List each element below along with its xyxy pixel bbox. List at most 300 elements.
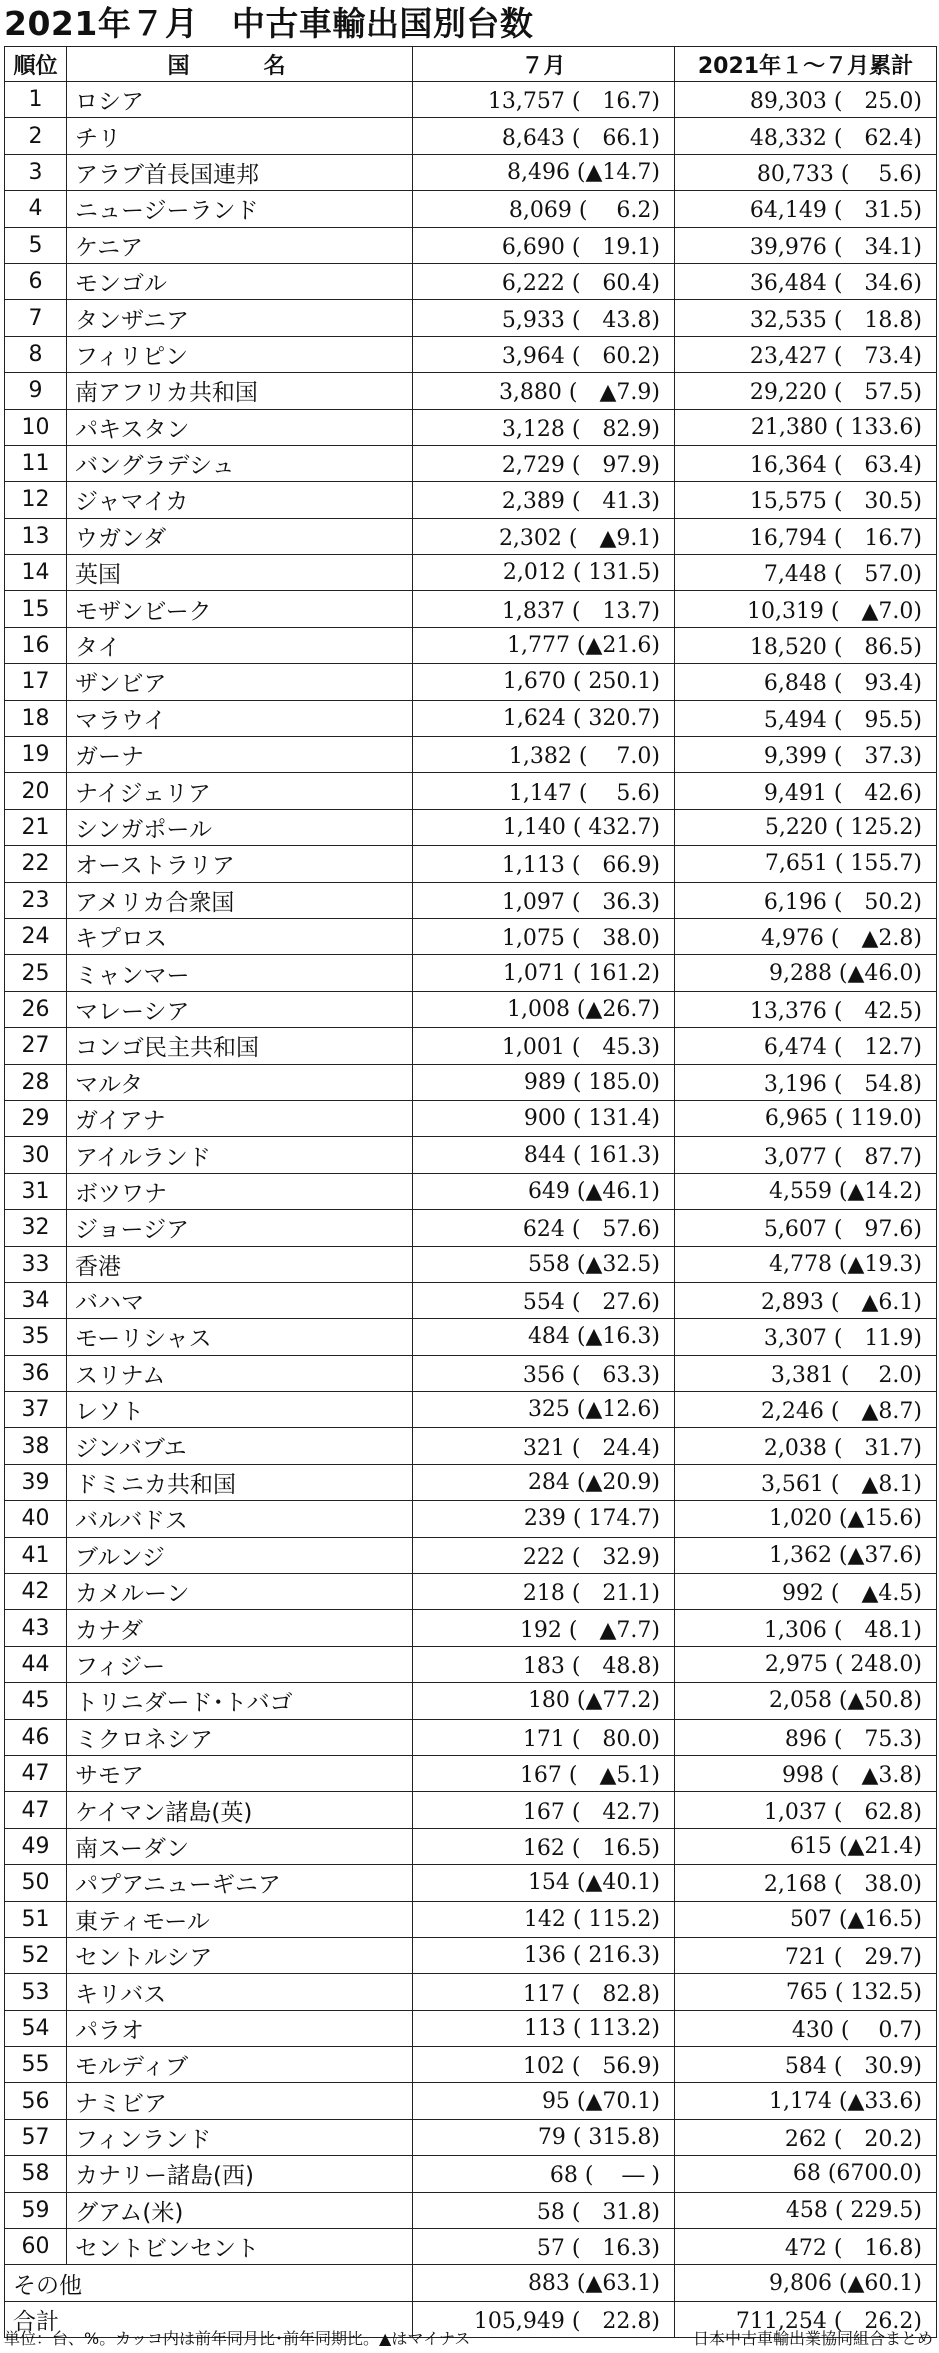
table-row	[5, 2047, 937, 2083]
ytd-cell: 6,965 ( 119.0)	[675, 1100, 937, 1136]
ytd-cell: 39,976 ( 34.1)	[675, 227, 937, 263]
ytd-cell: 992 ( ▲4.5)	[675, 1574, 937, 1610]
july-cell: 3,880 ( ▲7.9)	[413, 373, 675, 409]
table-row	[5, 846, 937, 882]
rank-cell: 47	[5, 1755, 67, 1791]
country-cell: 英国	[67, 555, 413, 591]
country-cell: レソト	[67, 1392, 413, 1428]
july-cell: 162 ( 16.5)	[413, 1828, 675, 1864]
table-row	[5, 1319, 937, 1355]
country-cell: ガイアナ	[67, 1100, 413, 1136]
rank-cell: 10	[5, 409, 67, 445]
rank-cell: 59	[5, 2192, 67, 2228]
table-row	[5, 1100, 937, 1136]
july-cell: 900 ( 131.4)	[413, 1100, 675, 1136]
ytd-cell: 32,535 ( 18.8)	[675, 300, 937, 336]
rank-cell: 23	[5, 882, 67, 918]
table-row	[5, 1901, 937, 1937]
july-cell: 102 ( 56.9)	[413, 2047, 675, 2083]
table-row	[5, 2083, 937, 2119]
table-row	[5, 482, 937, 518]
table-row	[5, 2010, 937, 2046]
ytd-cell: 1,362 (▲37.6)	[675, 1537, 937, 1573]
country-cell: ニュージーランド	[67, 191, 413, 227]
rank-cell: 60	[5, 2229, 67, 2265]
july-cell: 1,075 ( 38.0)	[413, 918, 675, 954]
july-cell: 1,837 ( 13.7)	[413, 591, 675, 627]
july-cell: 2,302 ( ▲9.1)	[413, 518, 675, 554]
rank-cell: 55	[5, 2047, 67, 2083]
july-cell: 58 ( 31.8)	[413, 2192, 675, 2228]
rank-cell: 7	[5, 300, 67, 336]
july-cell: 8,643 ( 66.1)	[413, 118, 675, 154]
ytd-cell: 29,220 ( 57.5)	[675, 373, 937, 409]
july-cell: 649 (▲46.1)	[413, 1173, 675, 1209]
rank-cell: 47	[5, 1792, 67, 1828]
july-cell: 6,690 ( 19.1)	[413, 227, 675, 263]
table-row	[5, 1501, 937, 1537]
table-row	[5, 373, 937, 409]
country-cell: ウガンダ	[67, 518, 413, 554]
july-cell: 192 ( ▲7.7)	[413, 1610, 675, 1646]
july-cell: 167 ( ▲5.1)	[413, 1755, 675, 1791]
table-row	[5, 1028, 937, 1064]
rank-cell: 20	[5, 773, 67, 809]
table-body	[5, 82, 937, 2265]
rank-cell: 56	[5, 2083, 67, 2119]
country-cell: キリバス	[67, 1974, 413, 2010]
table-row	[5, 1828, 937, 1864]
table-row	[5, 2119, 937, 2155]
july-cell: 68 ( ― )	[413, 2156, 675, 2192]
july-cell: 624 ( 57.6)	[413, 1210, 675, 1246]
rank-cell: 43	[5, 1610, 67, 1646]
july-cell: 3,128 ( 82.9)	[413, 409, 675, 445]
country-cell: コンゴ民主共和国	[67, 1028, 413, 1064]
rank-cell: 34	[5, 1282, 67, 1318]
ytd-cell: 64,149 ( 31.5)	[675, 191, 937, 227]
header-ytd: 2021年１～７月累計	[675, 47, 937, 82]
rank-cell: 44	[5, 1646, 67, 1682]
ytd-cell: 3,381 ( 2.0)	[675, 1355, 937, 1391]
rank-cell: 40	[5, 1501, 67, 1537]
header-july: ７月	[413, 47, 675, 82]
country-cell: 東ティモール	[67, 1901, 413, 1937]
rank-cell: 1	[5, 82, 67, 118]
ytd-cell: 23,427 ( 73.4)	[675, 336, 937, 372]
ytd-cell: 5,607 ( 97.6)	[675, 1210, 937, 1246]
rank-cell: 26	[5, 991, 67, 1027]
ytd-cell: 3,561 ( ▲8.1)	[675, 1464, 937, 1500]
rank-cell: 14	[5, 555, 67, 591]
rank-cell: 29	[5, 1100, 67, 1136]
ytd-cell: 9,288 (▲46.0)	[675, 955, 937, 991]
table-row	[5, 1937, 937, 1973]
july-cell: 167 ( 42.7)	[413, 1792, 675, 1828]
ytd-cell: 472 ( 16.8)	[675, 2229, 937, 2265]
country-cell: セントルシア	[67, 1937, 413, 1973]
table-row	[5, 1610, 937, 1646]
rank-cell: 33	[5, 1246, 67, 1282]
july-cell: 321 ( 24.4)	[413, 1428, 675, 1464]
rank-cell: 5	[5, 227, 67, 263]
july-cell: 3,964 ( 60.2)	[413, 336, 675, 372]
july-cell: 1,147 ( 5.6)	[413, 773, 675, 809]
rank-cell: 4	[5, 191, 67, 227]
ytd-cell: 5,494 ( 95.5)	[675, 700, 937, 736]
others-row	[5, 2265, 937, 2301]
table-row	[5, 1865, 937, 1901]
rank-cell: 46	[5, 1719, 67, 1755]
country-cell: ドミニカ共和国	[67, 1464, 413, 1500]
page-title: 2021年７月 中古車輸出国別台数	[4, 4, 534, 43]
july-cell: 325 (▲12.6)	[413, 1392, 675, 1428]
table-row	[5, 227, 937, 263]
ytd-cell: 721 ( 29.7)	[675, 1937, 937, 1973]
july-cell: 844 ( 161.3)	[413, 1137, 675, 1173]
country-cell: サモア	[67, 1755, 413, 1791]
table-row	[5, 82, 937, 118]
july-cell: 1,001 ( 45.3)	[413, 1028, 675, 1064]
july-cell: 554 ( 27.6)	[413, 1282, 675, 1318]
ytd-cell: 3,196 ( 54.8)	[675, 1064, 937, 1100]
ytd-cell: 6,196 ( 50.2)	[675, 882, 937, 918]
rank-cell: 45	[5, 1683, 67, 1719]
ytd-cell: 615 (▲21.4)	[675, 1828, 937, 1864]
ytd-cell: 765 ( 132.5)	[675, 1974, 937, 2010]
table-row	[5, 1574, 937, 1610]
table-row	[5, 1464, 937, 1500]
rank-cell: 2	[5, 118, 67, 154]
july-cell: 2,729 ( 97.9)	[413, 445, 675, 481]
ytd-cell: 16,794 ( 16.7)	[675, 518, 937, 554]
country-cell: ジャマイカ	[67, 482, 413, 518]
july-cell: 171 ( 80.0)	[413, 1719, 675, 1755]
country-cell: マレーシア	[67, 991, 413, 1027]
country-cell: モンゴル	[67, 263, 413, 299]
country-cell: バングラデシュ	[67, 445, 413, 481]
ytd-cell: 5,220 ( 125.2)	[675, 809, 937, 845]
july-cell: 5,933 ( 43.8)	[413, 300, 675, 336]
rank-cell: 35	[5, 1319, 67, 1355]
table-row	[5, 263, 937, 299]
country-cell: ロシア	[67, 82, 413, 118]
ytd-cell: 7,448 ( 57.0)	[675, 555, 937, 591]
country-cell: フィリピン	[67, 336, 413, 372]
july-cell: 484 (▲16.3)	[413, 1319, 675, 1355]
table-row	[5, 2192, 937, 2228]
july-cell: 180 (▲77.2)	[413, 1683, 675, 1719]
table-row	[5, 918, 937, 954]
table-row	[5, 1246, 937, 1282]
table-row	[5, 1392, 937, 1428]
country-cell: ケニア	[67, 227, 413, 263]
ytd-cell: 2,246 ( ▲8.7)	[675, 1392, 937, 1428]
july-cell: 1,008 (▲26.7)	[413, 991, 675, 1027]
ytd-cell: 896 ( 75.3)	[675, 1719, 937, 1755]
table-row	[5, 1974, 937, 2010]
total-july: 105,949 ( 22.8)	[413, 2301, 675, 2337]
july-cell: 113 ( 113.2)	[413, 2010, 675, 2046]
country-cell: フィンランド	[67, 2119, 413, 2155]
table-row	[5, 1719, 937, 1755]
table-row	[5, 154, 937, 190]
country-cell: グアム(米)	[67, 2192, 413, 2228]
rank-cell: 8	[5, 336, 67, 372]
ytd-cell: 10,319 ( ▲7.0)	[675, 591, 937, 627]
ytd-cell: 262 ( 20.2)	[675, 2119, 937, 2155]
table-row	[5, 2156, 937, 2192]
table-row	[5, 118, 937, 154]
ytd-cell: 584 ( 30.9)	[675, 2047, 937, 2083]
ytd-cell: 68 (6700.0)	[675, 2156, 937, 2192]
country-cell: ミャンマー	[67, 955, 413, 991]
table-row	[5, 1646, 937, 1682]
total-label: 合計	[5, 2301, 413, 2337]
rank-cell: 25	[5, 955, 67, 991]
ytd-cell: 2,168 ( 38.0)	[675, 1865, 937, 1901]
july-cell: 2,389 ( 41.3)	[413, 482, 675, 518]
ytd-cell: 3,077 ( 87.7)	[675, 1137, 937, 1173]
july-cell: 989 ( 185.0)	[413, 1064, 675, 1100]
table-row	[5, 737, 937, 773]
rank-cell: 3	[5, 154, 67, 190]
country-cell: 南アフリカ共和国	[67, 373, 413, 409]
july-cell: 558 (▲32.5)	[413, 1246, 675, 1282]
july-cell: 117 ( 82.8)	[413, 1974, 675, 2010]
rank-cell: 50	[5, 1865, 67, 1901]
july-cell: 1,624 ( 320.7)	[413, 700, 675, 736]
ytd-cell: 9,491 ( 42.6)	[675, 773, 937, 809]
table-row	[5, 1355, 937, 1391]
rank-cell: 37	[5, 1392, 67, 1428]
july-cell: 284 (▲20.9)	[413, 1464, 675, 1500]
table-row	[5, 773, 937, 809]
rank-cell: 52	[5, 1937, 67, 1973]
july-cell: 1,382 ( 7.0)	[413, 737, 675, 773]
july-cell: 6,222 ( 60.4)	[413, 263, 675, 299]
rank-cell: 53	[5, 1974, 67, 2010]
ytd-cell: 15,575 ( 30.5)	[675, 482, 937, 518]
ytd-cell: 2,038 ( 31.7)	[675, 1428, 937, 1464]
table-row	[5, 700, 937, 736]
country-cell: ザンビア	[67, 664, 413, 700]
country-cell: ガーナ	[67, 737, 413, 773]
country-cell: オーストラリア	[67, 846, 413, 882]
ytd-cell: 4,976 ( ▲2.8)	[675, 918, 937, 954]
july-cell: 183 ( 48.8)	[413, 1646, 675, 1682]
country-cell: パプアニューギニア	[67, 1865, 413, 1901]
july-cell: 154 (▲40.1)	[413, 1865, 675, 1901]
country-cell: トリニダード･トバゴ	[67, 1683, 413, 1719]
header-row	[5, 47, 937, 82]
country-cell: モルディブ	[67, 2047, 413, 2083]
country-cell: バルバドス	[67, 1501, 413, 1537]
country-cell: アイルランド	[67, 1137, 413, 1173]
table-row	[5, 191, 937, 227]
july-cell: 218 ( 21.1)	[413, 1574, 675, 1610]
table-row	[5, 1755, 937, 1791]
ytd-cell: 2,975 ( 248.0)	[675, 1646, 937, 1682]
country-cell: マルタ	[67, 1064, 413, 1100]
rank-cell: 24	[5, 918, 67, 954]
july-cell: 57 ( 16.3)	[413, 2229, 675, 2265]
july-cell: 136 ( 216.3)	[413, 1937, 675, 1973]
ytd-cell: 458 ( 229.5)	[675, 2192, 937, 2228]
rank-cell: 16	[5, 627, 67, 663]
ytd-cell: 2,893 ( ▲6.1)	[675, 1282, 937, 1318]
country-cell: ジンバブエ	[67, 1428, 413, 1464]
rank-cell: 58	[5, 2156, 67, 2192]
table-row	[5, 882, 937, 918]
july-cell: 1,777 (▲21.6)	[413, 627, 675, 663]
ytd-cell: 430 ( 0.7)	[675, 2010, 937, 2046]
header-rank: 順位	[5, 47, 67, 82]
others-ytd: 9,806 (▲60.1)	[675, 2265, 937, 2301]
table-row	[5, 518, 937, 554]
ytd-cell: 998 ( ▲3.8)	[675, 1755, 937, 1791]
total-ytd: 711,254 ( 26.2)	[675, 2301, 937, 2337]
header-country: 国 名	[67, 47, 413, 82]
table-row	[5, 1428, 937, 1464]
rank-cell: 19	[5, 737, 67, 773]
country-cell: ミクロネシア	[67, 1719, 413, 1755]
country-cell: カメルーン	[67, 1574, 413, 1610]
table-row	[5, 336, 937, 372]
july-cell: 1,071 ( 161.2)	[413, 955, 675, 991]
rank-cell: 12	[5, 482, 67, 518]
ytd-cell: 89,303 ( 25.0)	[675, 82, 937, 118]
country-cell: モーリシャス	[67, 1319, 413, 1355]
country-cell: カナリー諸島(西)	[67, 2156, 413, 2192]
ytd-cell: 1,306 ( 48.1)	[675, 1610, 937, 1646]
table-row	[5, 2229, 937, 2265]
country-cell: バハマ	[67, 1282, 413, 1318]
country-cell: パキスタン	[67, 409, 413, 445]
rank-cell: 51	[5, 1901, 67, 1937]
others-july: 883 (▲63.1)	[413, 2265, 675, 2301]
rank-cell: 49	[5, 1828, 67, 1864]
ytd-cell: 80,733 ( 5.6)	[675, 154, 937, 190]
country-cell: セントビンセント	[67, 2229, 413, 2265]
july-cell: 1,140 ( 432.7)	[413, 809, 675, 845]
july-cell: 356 ( 63.3)	[413, 1355, 675, 1391]
footnote-units: 単位：台、%。カッコ内は前年同月比･前年同期比。▲はマイナス	[4, 2329, 471, 2348]
ytd-cell: 48,332 ( 62.4)	[675, 118, 937, 154]
country-cell: シンガポール	[67, 809, 413, 845]
table-row	[5, 1173, 937, 1209]
table-row	[5, 1064, 937, 1100]
rank-cell: 57	[5, 2119, 67, 2155]
ytd-cell: 1,020 (▲15.6)	[675, 1501, 937, 1537]
country-cell: キプロス	[67, 918, 413, 954]
ytd-cell: 6,474 ( 12.7)	[675, 1028, 937, 1064]
ytd-cell: 6,848 ( 93.4)	[675, 664, 937, 700]
table-row	[5, 591, 937, 627]
ytd-cell: 7,651 ( 155.7)	[675, 846, 937, 882]
rank-cell: 28	[5, 1064, 67, 1100]
country-cell: フィジー	[67, 1646, 413, 1682]
ytd-cell: 13,376 ( 42.5)	[675, 991, 937, 1027]
country-cell: ジョージア	[67, 1210, 413, 1246]
july-cell: 239 ( 174.7)	[413, 1501, 675, 1537]
july-cell: 2,012 ( 131.5)	[413, 555, 675, 591]
ytd-cell: 18,520 ( 86.5)	[675, 627, 937, 663]
ytd-cell: 21,380 ( 133.6)	[675, 409, 937, 445]
country-cell: タイ	[67, 627, 413, 663]
ytd-cell: 3,307 ( 11.9)	[675, 1319, 937, 1355]
country-cell: ナイジェリア	[67, 773, 413, 809]
rank-cell: 22	[5, 846, 67, 882]
country-cell: タンザニア	[67, 300, 413, 336]
table-row	[5, 664, 937, 700]
rank-cell: 18	[5, 700, 67, 736]
country-cell: ナミビア	[67, 2083, 413, 2119]
ytd-cell: 16,364 ( 63.4)	[675, 445, 937, 481]
july-cell: 79 ( 315.8)	[413, 2119, 675, 2155]
country-cell: アラブ首長国連邦	[67, 154, 413, 190]
table-row	[5, 627, 937, 663]
country-cell: チリ	[67, 118, 413, 154]
country-cell: スリナム	[67, 1355, 413, 1391]
rank-cell: 32	[5, 1210, 67, 1246]
table-row	[5, 1683, 937, 1719]
table-row	[5, 1137, 937, 1173]
country-cell: パラオ	[67, 2010, 413, 2046]
table-row	[5, 445, 937, 481]
country-cell: カナダ	[67, 1610, 413, 1646]
table-row	[5, 809, 937, 845]
rank-cell: 11	[5, 445, 67, 481]
rank-cell: 30	[5, 1137, 67, 1173]
rank-cell: 39	[5, 1464, 67, 1500]
country-cell: 香港	[67, 1246, 413, 1282]
country-cell: ケイマン諸島(英)	[67, 1792, 413, 1828]
table-row	[5, 1210, 937, 1246]
july-cell: 222 ( 32.9)	[413, 1537, 675, 1573]
table-row	[5, 409, 937, 445]
country-cell: 南スーダン	[67, 1828, 413, 1864]
rank-cell: 17	[5, 664, 67, 700]
rank-cell: 15	[5, 591, 67, 627]
july-cell: 13,757 ( 16.7)	[413, 82, 675, 118]
rank-cell: 38	[5, 1428, 67, 1464]
ytd-cell: 9,399 ( 37.3)	[675, 737, 937, 773]
country-cell: モザンビーク	[67, 591, 413, 627]
rank-cell: 42	[5, 1574, 67, 1610]
july-cell: 1,097 ( 36.3)	[413, 882, 675, 918]
country-cell: マラウイ	[67, 700, 413, 736]
table-row	[5, 1537, 937, 1573]
rank-cell: 41	[5, 1537, 67, 1573]
table-row	[5, 300, 937, 336]
table-row	[5, 1282, 937, 1318]
rank-cell: 36	[5, 1355, 67, 1391]
rank-cell: 27	[5, 1028, 67, 1064]
ytd-cell: 4,559 (▲14.2)	[675, 1173, 937, 1209]
ytd-cell: 2,058 (▲50.8)	[675, 1683, 937, 1719]
ytd-cell: 507 (▲16.5)	[675, 1901, 937, 1937]
others-label: その他	[5, 2265, 413, 2301]
table-row	[5, 991, 937, 1027]
table-row	[5, 1792, 937, 1828]
rank-cell: 6	[5, 263, 67, 299]
table-row	[5, 955, 937, 991]
ytd-cell: 4,778 (▲19.3)	[675, 1246, 937, 1282]
export-table	[4, 46, 937, 2338]
ytd-cell: 36,484 ( 34.6)	[675, 263, 937, 299]
ytd-cell: 1,174 (▲33.6)	[675, 2083, 937, 2119]
